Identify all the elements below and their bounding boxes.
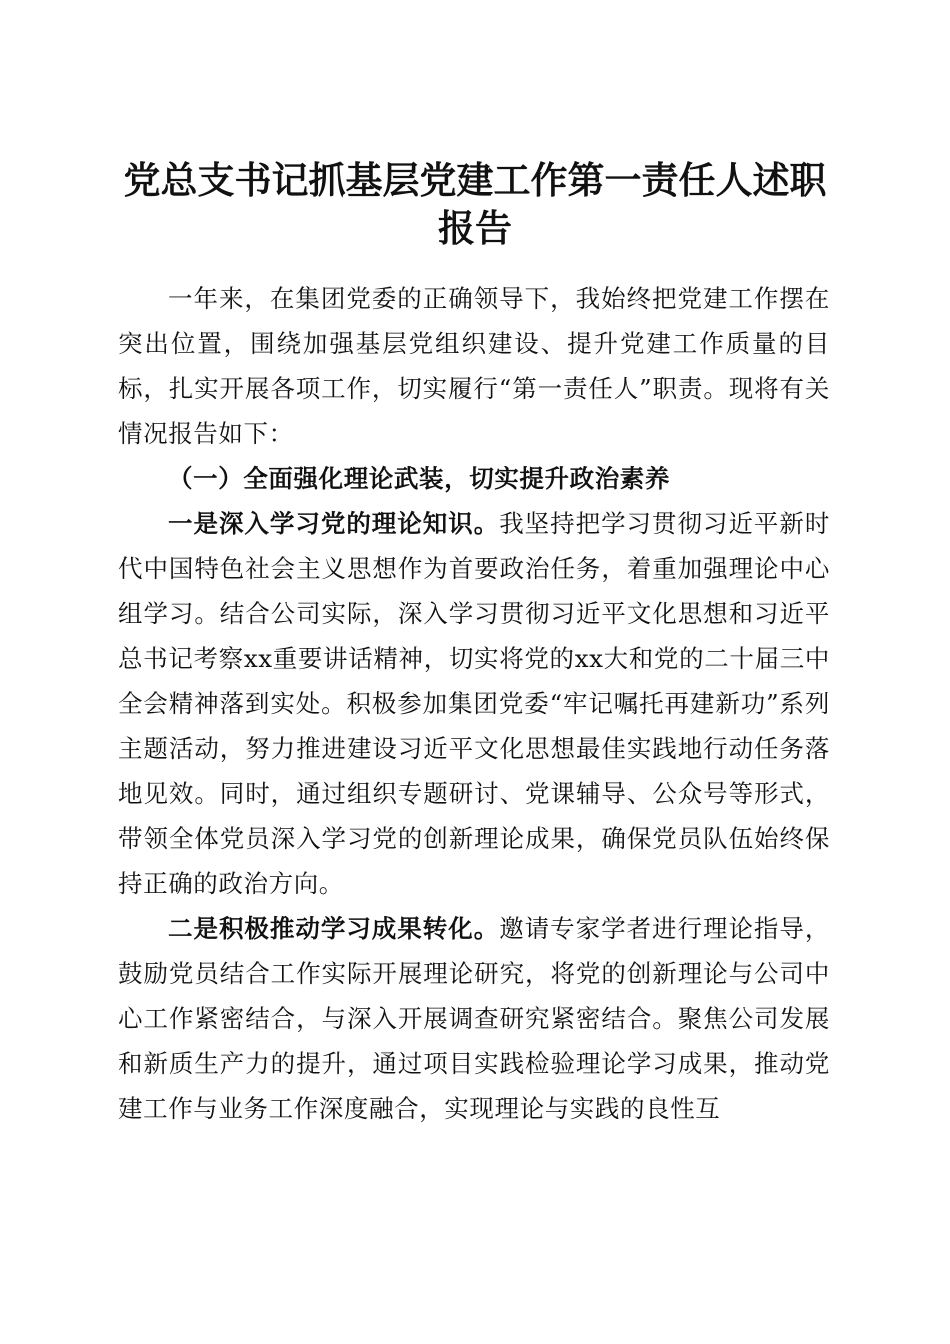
paragraph-1-body: 我坚持把学习贯彻习近平新时代中国特色社会主义思想作为首要政治任务，着重加强理论中心组学习。结合公司实际，深入学习贯彻习近平文化思想和习近平总书记考察xx重要讲话精神，切实将党的xx大和党的二十届三中全会精神落到实处。积极参加集团党委“牢记嘱托再建新功”系列主题活动，努力推进建设习近平文化思想最佳实践地行动任务落地见效。同时，通过组织专题研讨、党课辅导、公众号等形式，带领全体党员深入学习党的创新理论成果，确保党员队伍始终保持正确的政治方向。 [118,509,830,898]
paragraph-2-lead: 二是积极推动学习成果转化。 [168,914,500,943]
document-title: 党总支书记抓基层党建工作第一责任人述职报告 [123,158,827,250]
paragraph-2-body: 邀请专家学者进行理论指导，鼓励党员结合工作实际开展理论研究，将党的创新理论与公司中心工作紧密结合，与深入开展调查研究紧密结合。聚焦公司发展和新质生产力的提升，通过项目实践检验理论学习成果，推动党建工作与业务工作深度融合，实现理论与实践的良性互 [118,914,830,1123]
document-body [118,276,830,1131]
section-heading: （一）全面强化理论武装，切实提升政治素养 [168,464,670,493]
paragraph-1 [118,501,830,906]
paragraph-2 [118,906,830,1131]
intro-paragraph: 一年来，在集团党委的正确领导下，我始终把党建工作摆在突出位置，围绕加强基层党组织建设、提升党建工作质量的目标，扎实开展各项工作，切实履行“第一责任人”职责。现将有关情况报告如下： [118,284,830,448]
paragraph-1-lead: 一是深入学习党的理论知识。 [168,509,500,538]
